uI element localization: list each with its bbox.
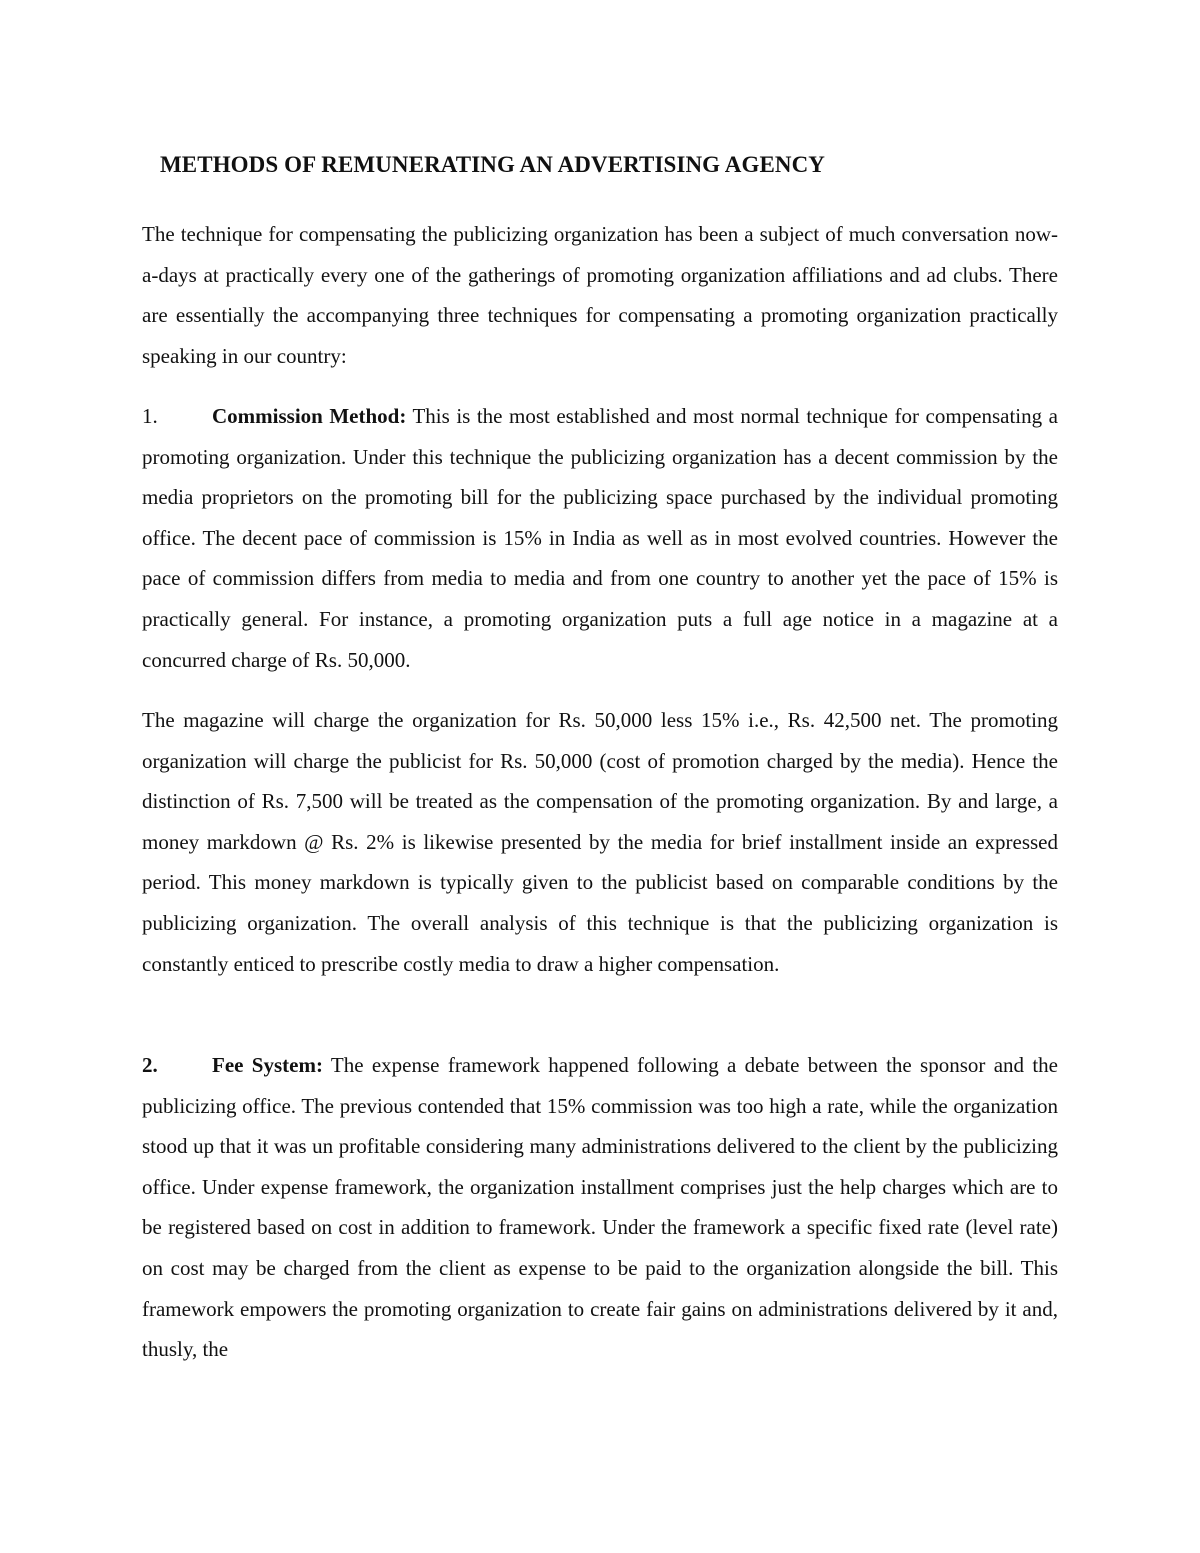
section-term: Fee System: [212,1053,323,1077]
section-term: Commission Method: [212,404,407,428]
section-text: The expense framework happened following a debate between the sponsor and the publicizing office. The previous contended that 15% commission was too high a rate, while the organization stood up that it was un profitable considering many administrations delivered to the client by the publicizing office. Under expense framework, the organization installment comprises just the help charges which are to be registered based on cost in addition to framework. Under the framework a specific fixed rate (level rate) on cost may be charged from the client as expense to be paid to the organization alongside the bill. This framework empowers the promoting organization to create fair gains on administrations delivered by it and, thusly, the [142,1053,1059,1362]
intro-paragraph: The technique for compensating the publicizing organization has been a subject of much conversation now-a-days at practically every one of the gatherings of promoting organization affiliations and ad clubs. There are essentially the accompanying three techniques for compensating a promoting organization practically speaking in our country: [142,222,1058,368]
commission-method-paragraph [142,396,1058,680]
section-number: 2. [142,1053,158,1077]
section-number: 1. [142,404,158,428]
document-title: METHODS OF REMUNERATING AN ADVERTISING AGENCY [160,152,826,177]
fee-system-paragraph [142,1045,1058,1370]
section-text: This is the most established and most normal technique for compensating a promoting organization. Under this technique the publicizing organization has a decent commission by the media proprietors on the promoting bill for the publicizing space purchased by the individual promoting office. The decent pace of commission is 15% in India as well as in most evolved countries. However the pace of commission differs from media to media and from one country to another yet the pace of 15% is practically general. For instance, a promoting organization puts a full age notice in a magazine at a concurred charge of Rs. 50,000. [142,404,1058,672]
magazine-example-paragraph: The magazine will charge the organization for Rs. 50,000 less 15% i.e., Rs. 42,500 net. The promoting organization will charge the publicist for Rs. 50,000 (cost of promotion charged by the media). Hence the distinction of Rs. 7,500 will be treated as the compensation of the promoting organization. By and large, a money markdown @ Rs. 2% is likewise presented by the media for brief installment inside an expressed period. This money markdown is typically given to the publicist based on comparable conditions by the publicizing organization. The overall analysis of this technique is that the publicizing organization is constantly enticed to prescribe costly media to draw a higher compensation. [142,708,1058,976]
